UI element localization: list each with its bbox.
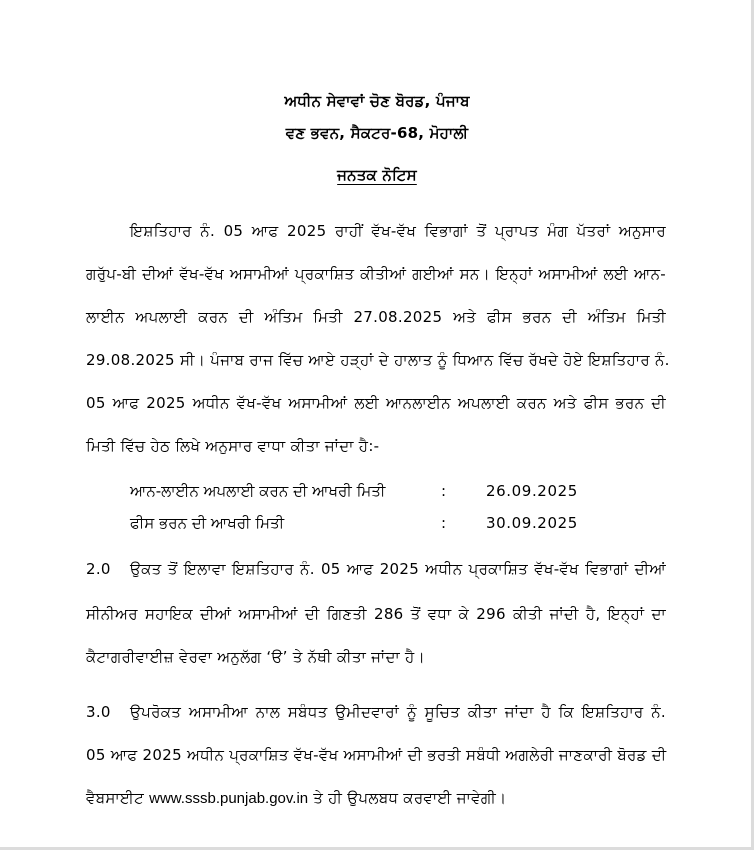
date-separator: : [441,482,447,500]
paragraph-line [86,703,666,721]
paragraph-line [86,789,666,807]
paragraph-line: 05 ਆਫ 2025 ਅਧੀਨ ਪ੍ਰਕਾਸ਼ਿਤ ਵੱਖ-ਵੱਖ ਅਸਾਮੀਆਂ ਦੀ ਭਰਤੀ ਸਬੰਧੀ ਅਗਲੇਰੀ ਜਾਣਕਾਰੀ ਬੋਰਡ ਦੀ [86,746,667,764]
paragraph-line: ਗਰੁੱਪ-ਬੀ ਦੀਆਂ ਵੱਖ-ਵੱਖ ਅਸਾਮੀਆਂ ਪ੍ਰਕਾਸ਼ਿਤ ਕੀਤੀਆਂ ਗਈਆਂ ਸਨ। ਇਨ੍ਹਾਂ ਅਸਾਮੀਆਂ ਲਈ ਆਨ- [86,265,666,283]
date-label: ਫੀਸ ਭਰਨ ਦੀ ਆਖਰੀ ਮਿਤੀ [130,514,285,532]
address-heading: ਵਣ ਭਵਨ, ਸੈਕਟਰ-68, ਮੋਹਾਲੀ [285,124,469,142]
paragraph-line: ਇਸ਼ਤਿਹਾਰ ਨੰ. 05 ਆਫ 2025 ਰਾਹੀਂ ਵੱਖ-ਵੱਖ ਵਿਭਾਗਾਂ ਤੋਂ ਪ੍ਰਾਪਤ ਮੰਗ ਪੱਤਰਾਂ ਅਨੁਸਾਰ [130,222,666,240]
paragraph-line: 29.08.2025 ਸੀ। ਪੰਜਾਬ ਰਾਜ ਵਿੱਚ ਆਏ ਹੜ੍ਹਾਂ ਦੇ ਹਾਲਾਤ ਨੂੰ ਧਿਆਨ ਵਿੱਚ ਰੱਖਦੇ ਹੋਏ ਇਸ਼ਤਿਹਾਰ ਨੰ. [86,351,670,369]
paragraph-line [86,560,666,578]
paragraph-line: ਸੀਨੀਅਰ ਸਹਾਇਕ ਦੀਆਂ ਅਸਾਮੀਆਂ ਦੀ ਗਿਣਤੀ 286 ਤੋਂ ਵਧਾ ਕੇ 296 ਕੀਤੀ ਜਾਂਦੀ ਹੈ, ਇਨ੍ਹਾਂ ਦਾ [86,605,666,623]
paragraph-number: 3.0 [86,703,111,721]
paragraph-line: ਮਿਤੀ ਵਿੱਚ ਹੇਠ ਲਿਖੇ ਅਨੁਸਾਰ ਵਾਧਾ ਕੀਤਾ ਜਾਂਦਾ ਹੈ:- [86,437,380,455]
paragraph-text: ਉਕਤ ਤੋਂ ਇਲਾਵਾ ਇਸ਼ਤਿਹਾਰ ਨੰ. 05 ਆਫ 2025 ਅਧੀਨ ਪ੍ਰਕਾਸ਼ਿਤ ਵੱਖ-ਵੱਖ ਵਿਭਾਗਾਂ ਦੀਆਂ [130,560,666,578]
paragraph-text: ਵੈਬਸਾਈਟ [86,789,150,807]
date-separator: : [441,514,447,532]
paragraph-text: ਤੇ ਹੀ ਉਪਲਬਧ ਕਰਵਾਈ ਜਾਵੇਗੀ। [308,789,507,807]
website-link[interactable]: www.sssb.punjab.gov.in [149,790,309,807]
date-label: ਆਨ-ਲਾਈਨ ਅਪਲਾਈ ਕਰਨ ਦੀ ਆਖਰੀ ਮਿਤੀ [130,482,386,500]
date-value: 26.09.2025 [486,482,578,500]
org-name-heading: ਅਧੀਨ ਸੇਵਾਵਾਂ ਚੋਣ ਬੋਰਡ, ਪੰਜਾਬ [284,92,470,110]
paragraph-line: 05 ਆਫ 2025 ਅਧੀਨ ਵੱਖ-ਵੱਖ ਅਸਾਮੀਆਂ ਲਈ ਆਨਲਾਈਨ ਅਪਲਾਈ ਕਰਨ ਅਤੇ ਫੀਸ ਭਰਨ ਦੀ [86,394,666,412]
date-value: 30.09.2025 [486,514,578,532]
notice-title: ਜਨਤਕ ਨੋਟਿਸ [337,166,417,184]
paragraph-text: ਉਪਰੋਕਤ ਅਸਾਮੀਆ ਨਾਲ ਸਬੰਧਤ ਉਮੀਦਵਾਰਾਂ ਨੂੰ ਸੂਚਿਤ ਕੀਤਾ ਜਾਂਦਾ ਹੈ ਕਿ ਇਸ਼ਤਿਹਾਰ ਨੰ. [130,703,666,721]
paragraph-number: 2.0 [86,560,111,578]
paragraph-line: ਲਾਈਨ ਅਪਲਾਈ ਕਰਨ ਦੀ ਅੰਤਿਮ ਮਿਤੀ 27.08.2025 ਅਤੇ ਫੀਸ ਭਰਨ ਦੀ ਅੰਤਿਮ ਮਿਤੀ [86,308,666,326]
paragraph-line: ਕੈਟਾਗਰੀਵਾਈਜ਼ ਵੇਰਵਾ ਅਨੁਲੱਗ ‘ੳ’ ਤੇ ਨੱਥੀ ਕੀਤਾ ਜਾਂਦਾ ਹੈ। [86,648,425,666]
